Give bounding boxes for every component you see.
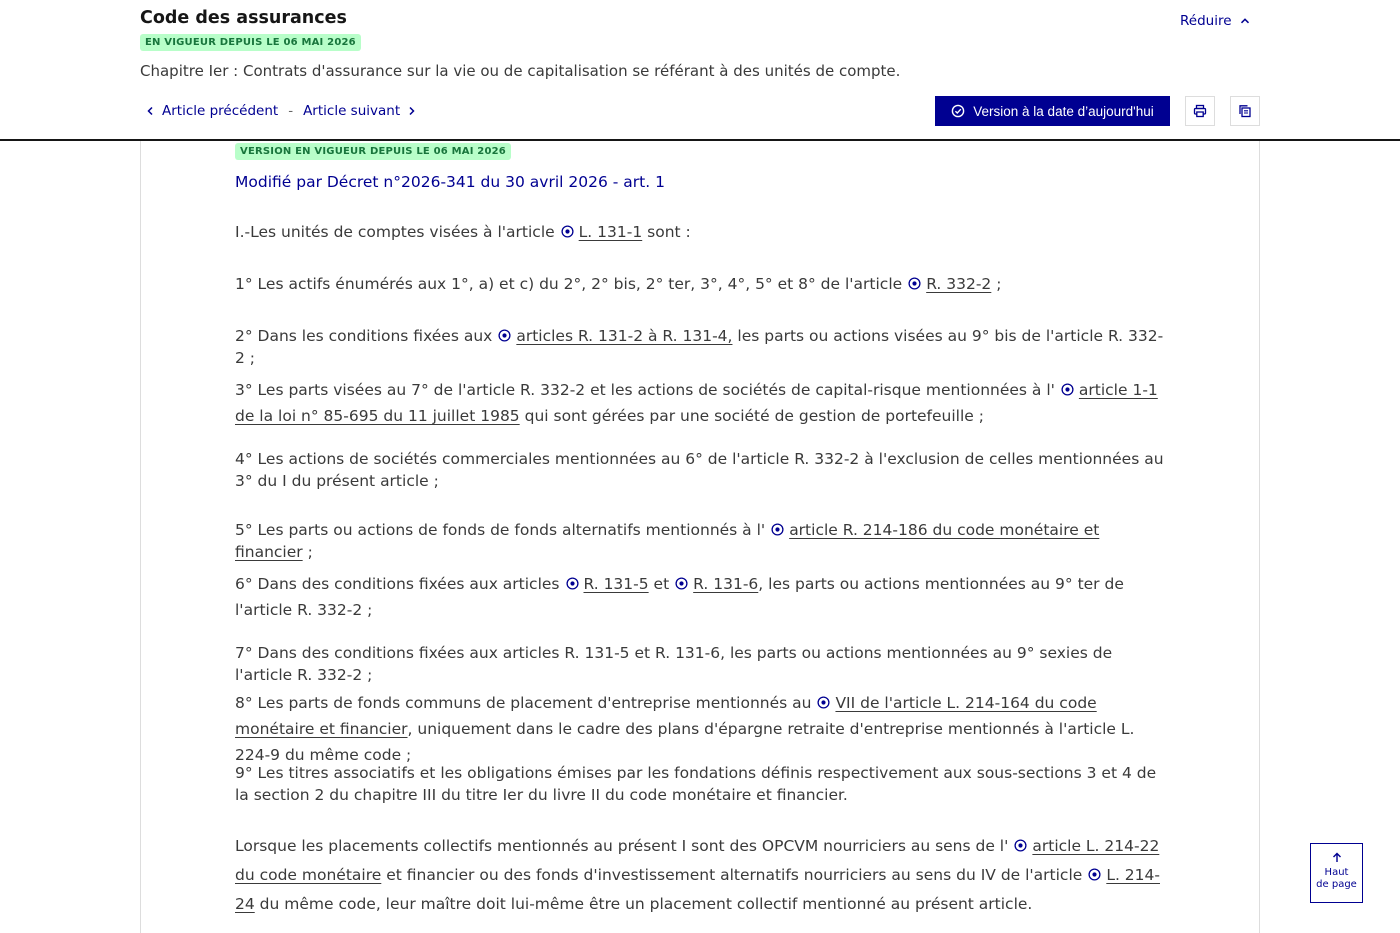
- eye-icon: [1061, 383, 1074, 396]
- article-paragraph-4: 4° Les actions de sociétés commerciales mentionnées au 6° de l'article R. 332-2 à l'exclusion de celles mentionnées au 3° du I du présent article ;: [235, 450, 1164, 490]
- article-link[interactable]: L. 214-24: [235, 866, 1160, 913]
- paragraph-text: et financier ou des fonds d'investissement alternatifs nourriciers au sens du IV de l'article: [381, 866, 1083, 884]
- sticky-header: [0, 0, 1400, 141]
- next-article-link[interactable]: [297, 103, 422, 119]
- eye-icon: [566, 577, 579, 590]
- article-link[interactable]: R. 131-5: [583, 575, 649, 593]
- eye-icon: [561, 225, 574, 238]
- paragraph-text: sont :: [642, 223, 691, 241]
- article-paragraph-intro: [235, 221, 1170, 243]
- article-container: [140, 141, 1260, 933]
- previous-article-label: Article précédent: [162, 103, 279, 119]
- arrow-up-icon: [1332, 852, 1342, 863]
- print-button[interactable]: [1185, 96, 1215, 126]
- chevron-right-icon: [408, 106, 416, 116]
- eye-icon: [771, 523, 784, 536]
- article-link[interactable]: L. 131-1: [578, 223, 643, 241]
- article-navigation: [140, 103, 422, 119]
- article-paragraph-7: 7° Dans des conditions fixées aux articles R. 131-5 et R. 131-6, les parts ou actions mentionnées au 9° sexies de l'article R. 332-2 ;: [235, 644, 1113, 684]
- article-paragraph-9: 9° Les titres associatifs et les obligations émises par les fondations définis respectivement aux sous-sections 3 et 4 de la section 2 du chapitre III du titre Ier du livre II du code monétaire et financier.: [235, 764, 1157, 804]
- paragraph-text: 3° Les parts visées au 7° de l'article R. 332-2 et les actions de sociétés de capital-risque mentionnées à l': [235, 381, 1055, 399]
- paragraph-text: 1° Les actifs énumérés aux 1°, a) et c) du 2°, 2° bis, 2° ter, 3°, 4°, 5° et 8° de l'article: [235, 275, 903, 293]
- back-to-top-line1: Haut: [1324, 867, 1349, 878]
- chapter-title: Chapitre Ier : Contrats d'assurance sur la vie ou de capitalisation se référant à des unités de compte.: [140, 62, 901, 80]
- paragraph-text: 6° Dans des conditions fixées aux articles: [235, 575, 560, 593]
- eye-icon: [908, 277, 921, 290]
- check-circle-icon: [951, 104, 965, 118]
- article-link[interactable]: R. 332-2: [926, 275, 992, 293]
- article-link[interactable]: R. 131-6: [693, 575, 759, 593]
- reduce-label: Réduire: [1180, 13, 1232, 29]
- eye-icon: [1088, 868, 1101, 881]
- paragraph-text: 5° Les parts ou actions de fonds de fonds alternatifs mentionnés à l': [235, 521, 766, 539]
- paragraph-text: 8° Les parts de fonds communs de placement d'entreprise mentionnés au: [235, 694, 812, 712]
- article-link[interactable]: article R. 214-186 du code monétaire et financier: [235, 521, 1100, 561]
- paragraph-text: ;: [302, 543, 313, 561]
- article-paragraph-5: [235, 519, 1170, 563]
- copy-button[interactable]: [1230, 96, 1260, 126]
- paragraph-text: et: [648, 575, 670, 593]
- article-link[interactable]: article 1-1 de la loi n° 85-695 du 11 juillet 1985: [235, 381, 1158, 425]
- nav-separator: -: [288, 103, 294, 119]
- copy-icon: [1238, 104, 1252, 118]
- eye-icon: [675, 577, 688, 590]
- modified-by-link[interactable]: Modifié par Décret n°2026-341 du 30 avril 2026 - art. 1: [235, 173, 665, 191]
- back-to-top-button[interactable]: [1310, 843, 1363, 903]
- article-link[interactable]: article L. 214-22 du code monétaire: [235, 837, 1160, 884]
- next-article-label: Article suivant: [303, 103, 401, 119]
- article-paragraph-final: [235, 832, 1170, 919]
- back-to-top-line2: de page: [1316, 879, 1357, 890]
- today-version-button[interactable]: [935, 96, 1170, 126]
- article-paragraph-6: [235, 571, 1170, 623]
- article-paragraph-1: [235, 273, 1170, 295]
- status-badge: EN VIGUEUR DEPUIS LE 06 MAI 2026: [140, 34, 361, 51]
- paragraph-text: ;: [991, 275, 1002, 293]
- chevron-left-icon: [146, 106, 154, 116]
- chevron-up-icon: [1240, 16, 1250, 26]
- eye-icon: [817, 696, 830, 709]
- eye-icon: [498, 329, 511, 342]
- paragraph-text: les parts ou actions visées au 9° bis de l'article R. 332-2 ;: [235, 327, 1164, 367]
- paragraph-text: I.-Les unités de comptes visées à l'article: [235, 223, 555, 241]
- article-paragraph-8: [235, 690, 1170, 768]
- today-version-label: Version à la date d’aujourd'hui: [973, 103, 1154, 119]
- article-link[interactable]: articles R. 131-2 à R. 131-4,: [516, 327, 733, 345]
- printer-icon: [1193, 104, 1207, 118]
- paragraph-text: 2° Dans les conditions fixées aux: [235, 327, 493, 345]
- eye-icon: [1014, 839, 1027, 852]
- version-badge: VERSION EN VIGUEUR DEPUIS LE 06 MAI 2026: [235, 143, 511, 160]
- article-paragraph-3: [235, 377, 1170, 429]
- paragraph-text: Lorsque les placements collectifs mentionnés au présent I sont des OPCVM nourriciers au sens de l': [235, 837, 1009, 855]
- paragraph-text: qui sont gérées par une société de gestion de portefeuille ;: [519, 407, 984, 425]
- paragraph-text: , uniquement dans le cadre des plans d'épargne retraite d'entreprise mentionnés à l'article L. 224-9 du même code ;: [235, 720, 1135, 764]
- article-link[interactable]: VII de l'article L. 214-164 du code monétaire et financier: [235, 694, 1097, 738]
- article-paragraph-2: [235, 325, 1170, 369]
- previous-article-link[interactable]: [140, 103, 284, 119]
- paragraph-text: du même code, leur maître doit lui-même être un placement collectif mentionné au présent article.: [254, 895, 1033, 913]
- code-title: Code des assurances: [140, 8, 347, 28]
- paragraph-text: , les parts ou actions mentionnées au 9° ter de l'article R. 332-2 ;: [235, 575, 1124, 619]
- reduce-button[interactable]: [1180, 13, 1250, 29]
